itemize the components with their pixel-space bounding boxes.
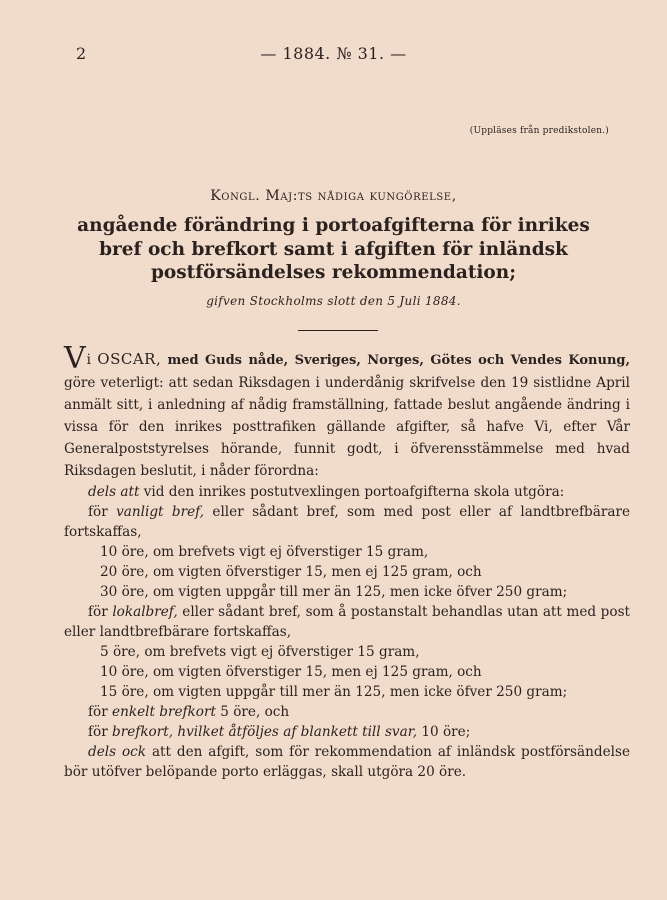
for-prefix: för (88, 704, 108, 720)
decree-body (64, 341, 631, 782)
rate-line: 20 öre, om vigten öfverstiger 15, men ej 125 gram, och (100, 564, 482, 580)
clause-brefkort-svar (64, 722, 630, 742)
rate-line: 30 öre, om vigten uppgår till mer än 125, men icke öfver 250 gram; (100, 584, 568, 600)
vanligt-bref-text: eller sådant bref, som med post eller af landtbrefbärare fortskaffas, (64, 504, 630, 540)
page-header (62, 44, 605, 68)
opening-line (64, 341, 631, 482)
lokalbref-text: eller sådant bref, som å postanstalt behandlas utan att med post eller landtbrefbärare fortskaffas, (64, 604, 631, 640)
paragraph-1: göre veterligt: att sedan Riksdagen i underdånig skrifvelse den 19 sistlidne April anmält sitt, i anledning af nådig framställning, fattade beslut angående ändring i vissa för den inrikes posttrafiken gällande afgifter, så hafve Vi, efter Vår Generalpoststyrelses hörande, funnit godt, i öfverensstämmelse med hvad Riksdagen beslutit, i nåder förordna: (64, 375, 630, 479)
brefkort-svar-text: 10 öre; (421, 724, 471, 740)
enkelt-brefkort-label: enkelt brefkort (112, 704, 216, 720)
divider-rule (298, 330, 378, 331)
decree-subject: angående förändring i portoafgifterna för inrikes bref och brefkort samt i afgiften för inländsk postförsändelses rekommendation; (77, 215, 590, 283)
clause-vanligt-bref (64, 502, 630, 542)
vanligt-bref-label: vanligt bref, (116, 504, 205, 520)
clause-dels-att (64, 482, 630, 502)
page-number: 2 (76, 44, 87, 63)
dels-ock-label: dels ock (88, 744, 147, 760)
enkelt-brefkort-text: 5 öre, och (220, 704, 290, 720)
decree-heading-text: Kongl. Maj:ts nådiga kungörelse, (210, 188, 457, 204)
dels-att-label: dels att (88, 484, 140, 500)
rate-line: 15 öre, om vigten uppgår till mer än 125, men icke öfver 250 gram; (100, 684, 568, 700)
running-title: — 1884. № 31. — (260, 44, 407, 63)
for-prefix: för (88, 604, 108, 620)
for-prefix: för (88, 504, 108, 520)
decree-date: gifven Stockholms slott den 5 Juli 1884. (206, 294, 461, 308)
clause-dels-ock (64, 742, 630, 782)
dels-ock-text: att den afgift, som för rekommendation af inländsk postförsändelse bör utöfver belöpande porto erläggas, skall utgöra 20 öre. (64, 744, 630, 780)
for-prefix: för (88, 724, 108, 740)
dels-att-text: vid den inrikes postutvexlingen portoafgifterna skola utgöra: (143, 484, 565, 500)
royal-title: med Guds nåde, Sveriges, Norges, Götes och Vendes Konung, (167, 353, 631, 368)
drop-cap: V (64, 341, 86, 376)
king-name: OSCAR, (97, 350, 162, 368)
rate-line: 10 öre, om vigten öfverstiger 15, men ej 125 gram, och (100, 664, 482, 680)
lokalbref-label: lokalbref, (112, 604, 178, 620)
brefkort-svar-label: brefkort, hvilket åtföljes af blankett till svar, (112, 724, 418, 740)
drop-cap-tail: i (86, 352, 92, 368)
rate-line: 5 öre, om brefvets vigt ej öfverstiger 15 gram, (100, 644, 420, 660)
reading-note: (Uppläses från predikstolen.) (469, 126, 609, 136)
clause-lokalbref (64, 602, 630, 642)
rate-line: 10 öre, om brefvets vigt ej öfverstiger 15 gram, (100, 544, 429, 560)
clause-enkelt-brefkort (64, 702, 630, 722)
decree-heading (0, 188, 667, 204)
